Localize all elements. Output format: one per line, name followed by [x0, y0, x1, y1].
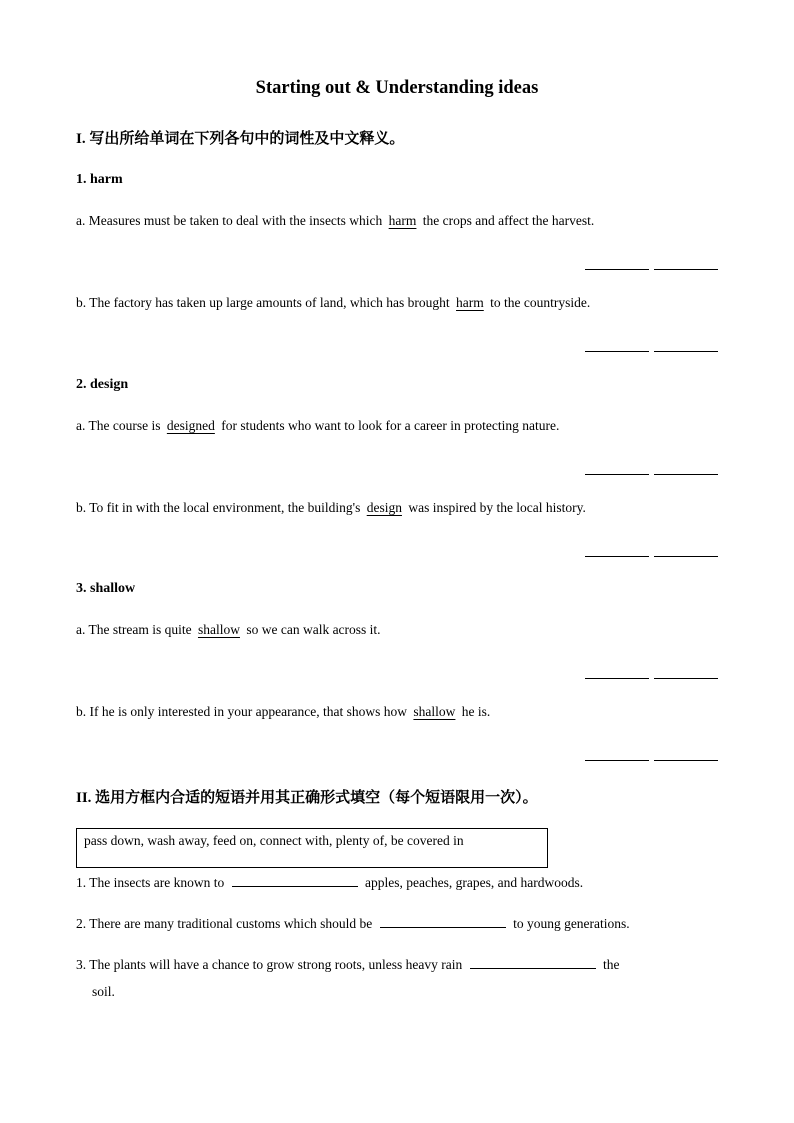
target-word: harm: [456, 295, 484, 310]
sentence-text: b. The factory has taken up large amounts of land, which has brought: [76, 295, 454, 310]
meaning-blank[interactable]: [654, 556, 718, 557]
part-of-speech-blank[interactable]: [585, 474, 649, 475]
sentence-text: a. The stream is quite: [76, 622, 195, 637]
word-label-shallow: 3. shallow: [76, 581, 136, 596]
fill-item-2: [76, 915, 630, 932]
target-word: designed: [166, 418, 215, 433]
meaning-blank[interactable]: [654, 474, 718, 475]
item-text: apples, peaches, grapes, and hardwoods.: [361, 875, 584, 890]
part-of-speech-blank[interactable]: [585, 760, 649, 761]
meaning-blank[interactable]: [654, 678, 718, 679]
sentence-text: to the countryside.: [486, 295, 591, 310]
meaning-blank[interactable]: [654, 760, 718, 761]
meaning-blank[interactable]: [654, 269, 718, 270]
target-word: shallow: [197, 622, 240, 637]
fill-item-3-continuation: soil.: [92, 984, 115, 999]
target-word: harm: [388, 213, 417, 228]
sentence-text: a. Measures must be taken to deal with the insects which: [76, 213, 386, 228]
item-text: the: [599, 957, 620, 972]
sentence-harm-b: [76, 295, 590, 311]
sentence-text: b. To fit in with the local environment, the building's: [76, 500, 364, 515]
part2-heading: II. 选用方框内合适的短语并用其正确形式填空（每个短语限用一次）。: [76, 790, 538, 806]
word-label-design: 2. design: [76, 377, 129, 392]
sentence-design-b: [76, 500, 586, 516]
answer-line-shallow-b[interactable]: [585, 747, 718, 761]
item-text: 1. The insects are known to: [76, 875, 228, 890]
fill-blank[interactable]: [380, 915, 506, 928]
sentence-shallow-a: [76, 622, 381, 638]
item-text: 3. The plants will have a chance to grow strong roots, unless heavy rain: [76, 957, 466, 972]
fill-item-1: [76, 874, 583, 891]
phrase-list: pass down, wash away, feed on, connect with, plenty of, be covered in: [84, 833, 464, 848]
sentence-shallow-b: [76, 704, 490, 720]
sentence-text: was inspired by the local history.: [404, 500, 586, 515]
answer-line-design-b[interactable]: [585, 543, 718, 557]
sentence-text: the crops and affect the harvest.: [419, 213, 595, 228]
item-text: to young generations.: [509, 916, 630, 931]
sentence-text: he is.: [458, 704, 491, 719]
fill-blank[interactable]: [470, 956, 596, 969]
answer-line-harm-a[interactable]: [585, 256, 718, 270]
sentence-design-a: [76, 418, 559, 434]
meaning-blank[interactable]: [654, 351, 718, 352]
sentence-text: a. The course is: [76, 418, 164, 433]
part-of-speech-blank[interactable]: [585, 351, 649, 352]
page-title: Starting out & Understanding ideas: [255, 78, 539, 98]
sentence-harm-a: [76, 213, 594, 229]
fill-item-3: [76, 956, 620, 973]
sentence-text: for students who want to look for a career in protecting nature.: [217, 418, 560, 433]
phrase-box: [76, 828, 548, 868]
part-of-speech-blank[interactable]: [585, 678, 649, 679]
answer-line-design-a[interactable]: [585, 461, 718, 475]
target-word: shallow: [413, 704, 456, 719]
word-label-harm: 1. harm: [76, 172, 123, 187]
part1-heading: I. 写出所给单词在下列各句中的词性及中文释义。: [76, 131, 405, 147]
sentence-text: b. If he is only interested in your appearance, that shows how: [76, 704, 411, 719]
fill-blank[interactable]: [232, 874, 358, 887]
part-of-speech-blank[interactable]: [585, 556, 649, 557]
answer-line-harm-b[interactable]: [585, 338, 718, 352]
answer-line-shallow-a[interactable]: [585, 665, 718, 679]
target-word: design: [366, 500, 402, 515]
part-of-speech-blank[interactable]: [585, 269, 649, 270]
item-text: 2. There are many traditional customs which should be: [76, 916, 376, 931]
sentence-text: so we can walk across it.: [242, 622, 381, 637]
